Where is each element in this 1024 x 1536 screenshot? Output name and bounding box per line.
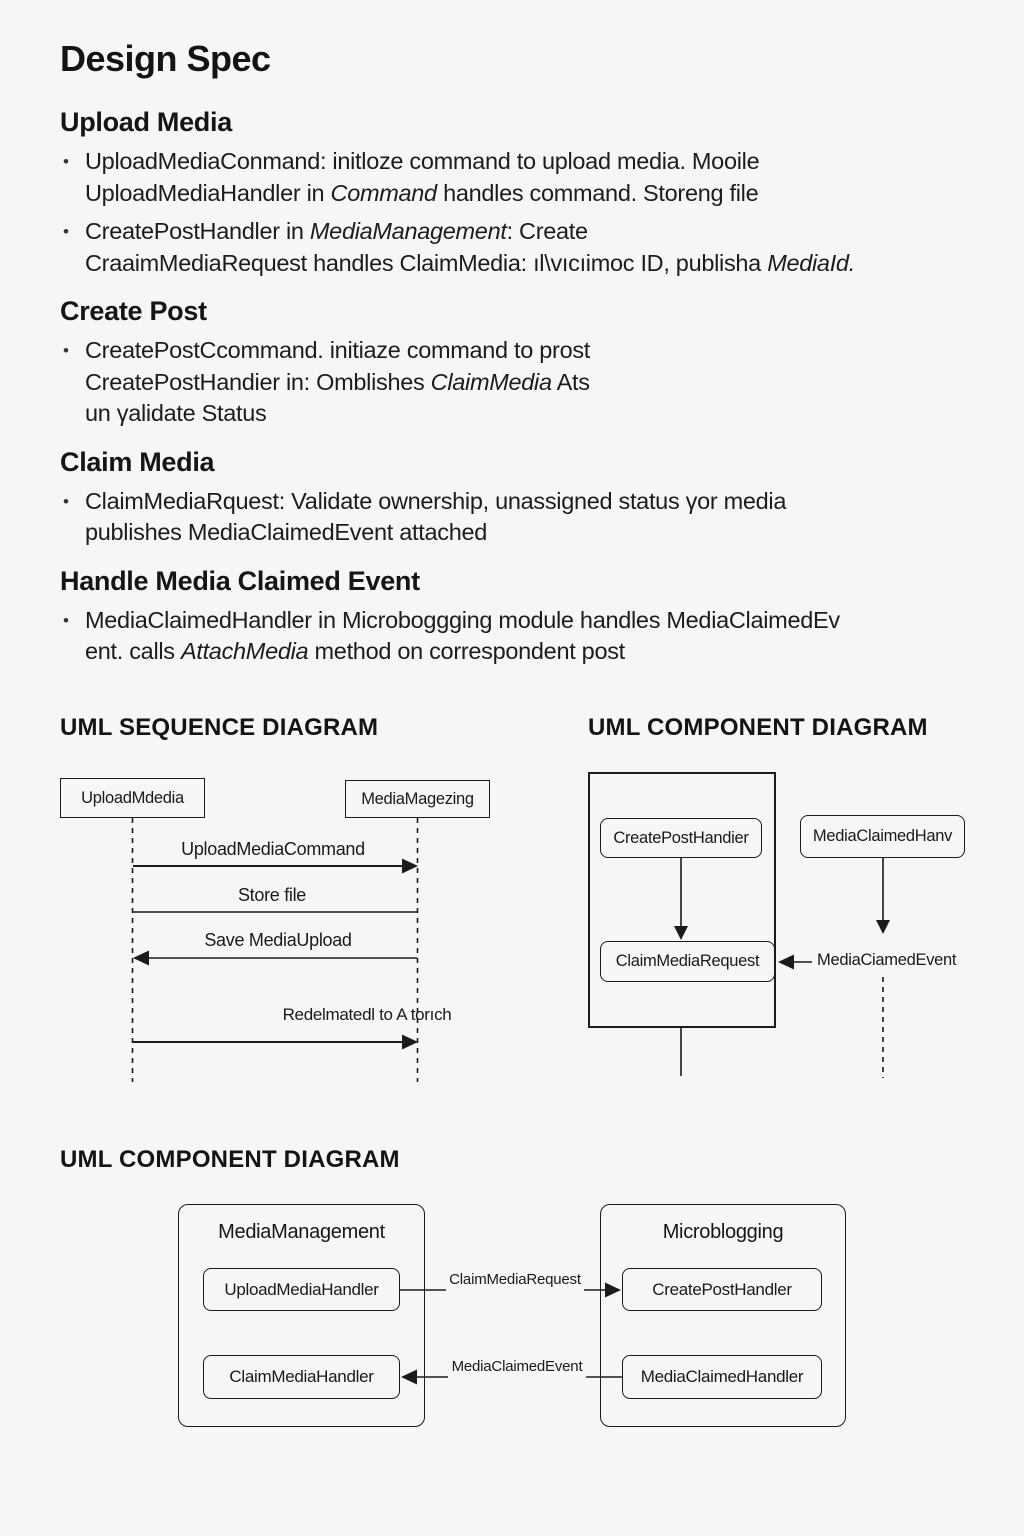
conn-label-mediaclaimedevent: MediaClaimedEvent: [451, 1358, 583, 1375]
text-line: [85, 146, 970, 178]
component-diagram-top-heading: UML COMPONENT DIAGRAM: [588, 714, 928, 741]
text-run: MediaClaimedHandler in Microboggging module handles MediaClaimedEv: [85, 606, 840, 633]
comp-mediaclaimedhanv: MediaClaimedHanv: [800, 815, 965, 858]
comp-mediaclaimedhandler: MediaClaimedHandler: [622, 1355, 822, 1399]
text-line: [85, 248, 970, 280]
component-diagram-bottom-heading: UML COMPONENT DIAGRAM: [60, 1146, 400, 1173]
text-run: ent. calls: [85, 638, 181, 664]
text-run: MediaId.: [767, 249, 855, 276]
text-run: CreatePostCcommand. initiaze command to prost: [85, 337, 591, 363]
text-run: CraaimMediaRequest handles ClaimMedia: ıl\vıcıimoc ID, publisha: [85, 249, 768, 276]
text-run: method on correspondent post: [308, 638, 625, 664]
arrowhead-left-icon: [133, 951, 149, 966]
module-title-microblogging: Microblogging: [662, 1221, 784, 1243]
section-heading: Create Post: [60, 296, 207, 326]
comp-createposthandier: CreatePostHandier: [600, 818, 762, 858]
text-run: CreatePostHandier in: Omblishes: [85, 368, 431, 395]
bullet-item: [60, 146, 970, 209]
text-run: UploadMediaConmand: initloze command to upload media. Mooile: [85, 148, 760, 174]
text-line: [85, 636, 970, 668]
bullet-item: [60, 216, 970, 279]
text-run: UploadMediaHandler in: [85, 179, 331, 206]
text-line: [85, 517, 970, 549]
msg-storefile: Store file: [237, 885, 307, 905]
comp-claimmediahandler: ClaimMediaHandler: [203, 1355, 400, 1399]
bullet-item: [60, 335, 970, 430]
msg-redelmatedl: Redelmatedl to A torıch: [282, 1005, 452, 1024]
text-run: : Create: [506, 218, 588, 244]
bullet-item: [60, 486, 970, 549]
section-heading: Upload Media: [60, 107, 232, 137]
text-line: [85, 335, 970, 367]
doc-sections: [60, 106, 970, 668]
text-run: CreatePostHandler in: [85, 218, 310, 244]
text-run: ClaimMediaRquest: Validate ownership, unassigned status γor media: [85, 487, 787, 514]
conn-label-claimmediarequest: ClaimMediaRequest: [449, 1271, 581, 1288]
actor-uploadmedia: UploadMdedia: [60, 778, 205, 818]
actor-mediamagezing: MediaMagezing: [345, 780, 490, 818]
bullet-item: [60, 605, 970, 668]
text-run: Command: [330, 179, 437, 206]
sequence-diagram-heading: UML SEQUENCE DIAGRAM: [60, 714, 379, 741]
doc-text: [60, 38, 970, 675]
module-title-mediamanagement: MediaManagement: [218, 1221, 385, 1243]
page-title: Design Spec: [60, 38, 271, 79]
text-line: [85, 486, 970, 518]
text-line: [85, 398, 970, 430]
comp-createposthandler: CreatePostHandler: [622, 1268, 822, 1311]
module-outer-box: [588, 772, 776, 1028]
section-heading: Handle Media Claimed Event: [60, 565, 420, 596]
arrowhead-right-icon: [402, 1035, 418, 1050]
arrowhead-left-icon: [778, 955, 794, 970]
text-run: MediaManagement: [309, 218, 507, 244]
text-run: Ats: [551, 368, 590, 395]
text-run: ClaimMedia: [430, 368, 552, 395]
text-line: [85, 178, 970, 210]
comp-claimmediarequest: ClaimMediaRequest: [600, 941, 775, 982]
text-line: [85, 216, 970, 248]
text-run: publishes MediaClaimedEvent attached: [85, 519, 487, 545]
text-run: handles command. Storeng file: [436, 179, 759, 206]
msg-uploadmediacommand: UploadMediaCommand: [181, 839, 365, 859]
text-run: un γalidate Status: [85, 400, 267, 426]
arrowhead-right-icon: [402, 859, 418, 874]
text-line: [85, 367, 970, 399]
msg-savemediaupload: Save MediaUpload: [204, 930, 352, 950]
label-mediaciamedevent: MediaCiamedEvent: [817, 951, 957, 969]
arrowhead-down-icon: [876, 920, 890, 934]
text-line: [85, 605, 970, 637]
section-heading: Claim Media: [60, 446, 215, 477]
text-run: AttachMedia: [180, 638, 309, 664]
comp-uploadmediahandler: UploadMediaHandler: [203, 1268, 400, 1311]
